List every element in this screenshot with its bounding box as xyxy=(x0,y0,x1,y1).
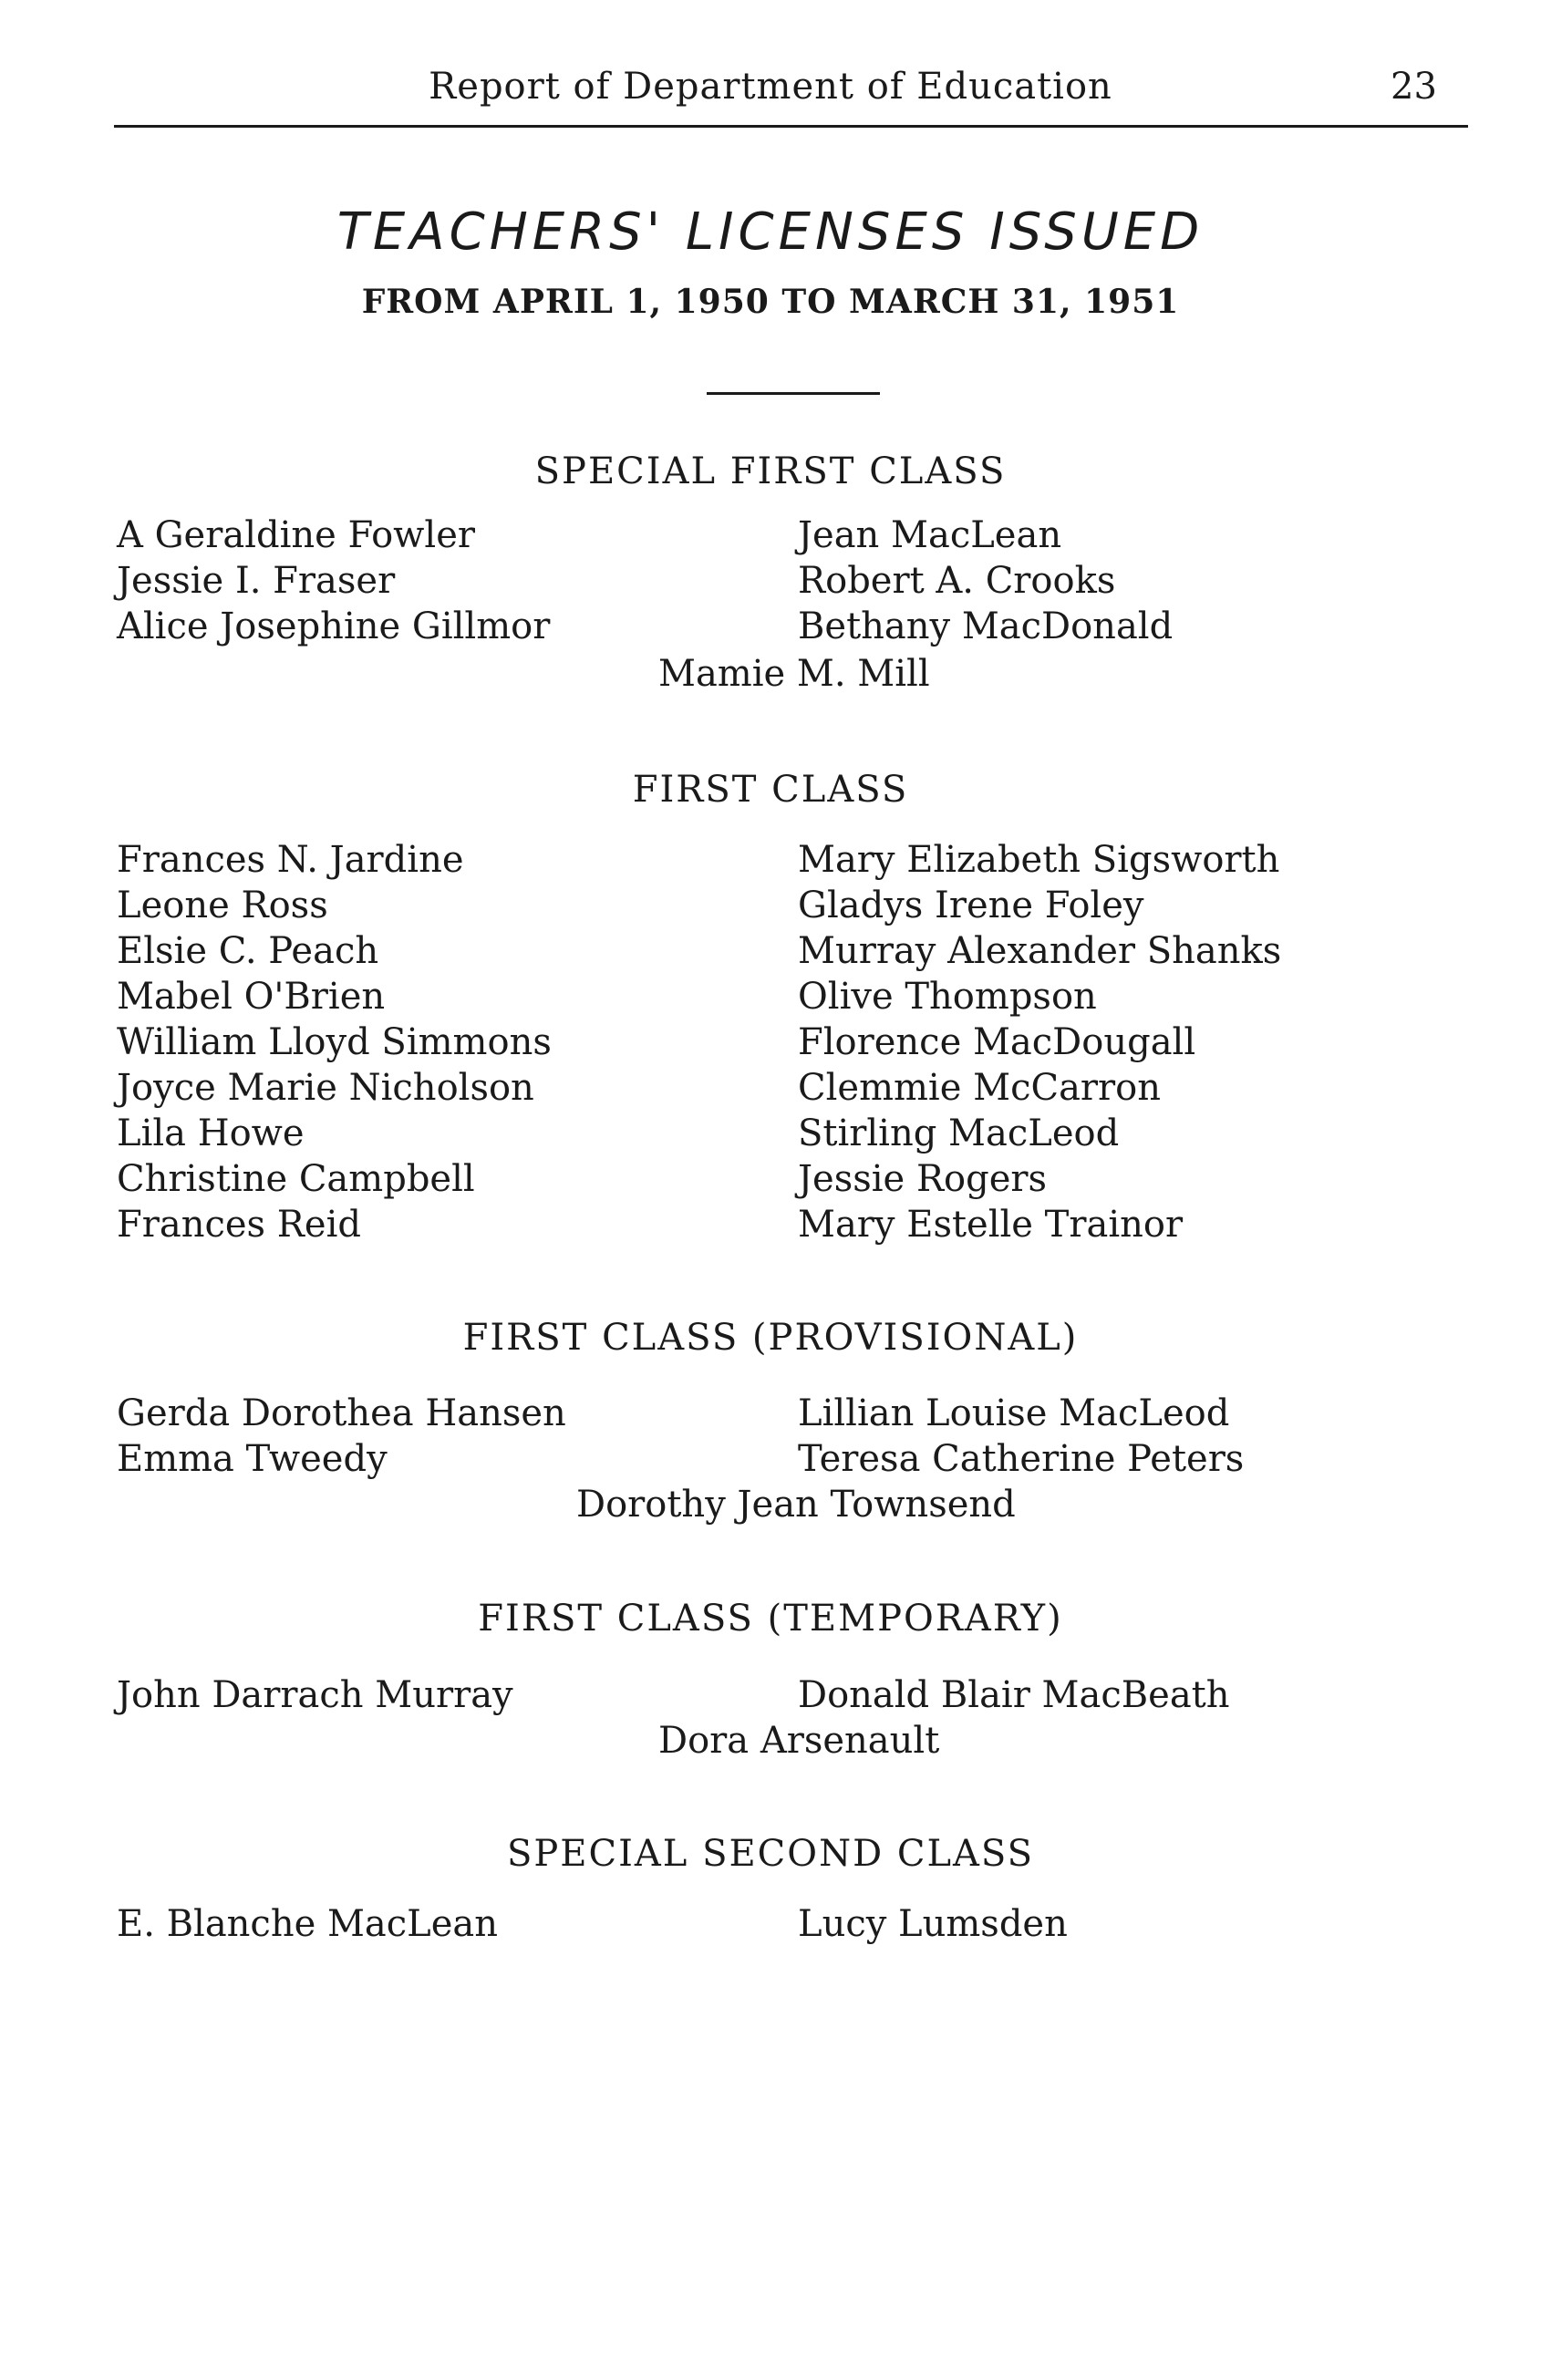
list-item: Christine Campbell xyxy=(117,1158,475,1200)
first-class-provisional-right-list xyxy=(798,1391,1244,1482)
section-heading-first-class-temporary: FIRST CLASS (TEMPORARY) xyxy=(478,1598,1063,1640)
list-item: Leone Ross xyxy=(117,885,328,926)
page-number: 23 xyxy=(1391,66,1437,108)
list-item: Teresa Catherine Peters xyxy=(798,1438,1245,1480)
list-item: Mary Elizabeth Sigsworth xyxy=(798,839,1280,881)
section-heading-special-first-class: SPECIAL FIRST CLASS xyxy=(534,450,1007,492)
special-first-class-right-list xyxy=(798,512,1173,649)
list-item: Jean MacLean xyxy=(798,514,1062,556)
list-item: Lila Howe xyxy=(117,1112,305,1154)
list-item: Bethany MacDonald xyxy=(798,605,1174,647)
list-item: Murray Alexander Shanks xyxy=(798,930,1282,972)
list-item: Mary Estelle Trainor xyxy=(798,1204,1184,1246)
list-item: Elsie C. Peach xyxy=(117,930,379,972)
first-class-left-list xyxy=(117,837,552,1247)
section-heading-first-class: FIRST CLASS xyxy=(632,769,909,811)
page-title: TEACHERS' LICENSES ISSUED xyxy=(336,202,1205,262)
list-item: Lucy Lumsden xyxy=(798,1903,1068,1945)
section-heading-first-class-provisional: FIRST CLASS (PROVISIONAL) xyxy=(462,1317,1079,1359)
first-class-temporary-right-list xyxy=(798,1672,1230,1718)
special-second-class-left-list xyxy=(117,1901,498,1947)
list-item: Jessie I. Fraser xyxy=(117,560,396,602)
list-item: Alice Josephine Gillmor xyxy=(117,605,551,647)
list-item: Lillian Louise MacLeod xyxy=(798,1392,1230,1434)
first-class-provisional-left-list xyxy=(117,1391,566,1482)
list-item: Clemmie McCarron xyxy=(798,1067,1162,1109)
list-item: Frances Reid xyxy=(117,1204,361,1246)
first-class-provisional-center-name: Dorothy Jean Townsend xyxy=(576,1484,1016,1526)
list-item: Frances N. Jardine xyxy=(117,839,464,881)
list-item: Jessie Rogers xyxy=(798,1158,1048,1200)
special-first-class-center-name: Mamie M. Mill xyxy=(658,653,930,695)
page-subtitle: FROM APRIL 1, 1950 TO MARCH 31, 1951 xyxy=(361,283,1180,321)
list-item: Olive Thompson xyxy=(798,976,1097,1018)
running-head: Report of Department of Education xyxy=(429,66,1112,108)
list-item: Stirling MacLeod xyxy=(798,1112,1120,1154)
list-item: Donald Blair MacBeath xyxy=(798,1674,1230,1716)
list-item: Gladys Irene Foley xyxy=(798,885,1144,926)
section-heading-special-second-class: SPECIAL SECOND CLASS xyxy=(506,1833,1035,1875)
first-class-right-list xyxy=(798,837,1281,1247)
list-item: Joyce Marie Nicholson xyxy=(117,1067,534,1109)
header-rule xyxy=(114,125,1468,128)
list-item: Gerda Dorothea Hansen xyxy=(117,1392,566,1434)
list-item: Emma Tweedy xyxy=(117,1438,388,1480)
first-class-temporary-center-name: Dora Arsenault xyxy=(658,1720,940,1762)
list-item: William Lloyd Simmons xyxy=(117,1021,552,1063)
list-item: Robert A. Crooks xyxy=(798,560,1116,602)
list-item: Mabel O'Brien xyxy=(117,976,386,1018)
list-item xyxy=(117,1901,498,1947)
title-divider xyxy=(707,392,880,395)
first-class-temporary-left-list xyxy=(117,1672,513,1718)
name-text: E. Blanche MacLean xyxy=(117,1903,499,1945)
list-item: Florence MacDougall xyxy=(798,1021,1196,1063)
list-item: John Darrach Murray xyxy=(117,1674,513,1716)
special-second-class-right-list xyxy=(798,1901,1068,1947)
list-item: A Geraldine Fowler xyxy=(117,514,476,556)
special-first-class-left-list xyxy=(117,512,550,649)
